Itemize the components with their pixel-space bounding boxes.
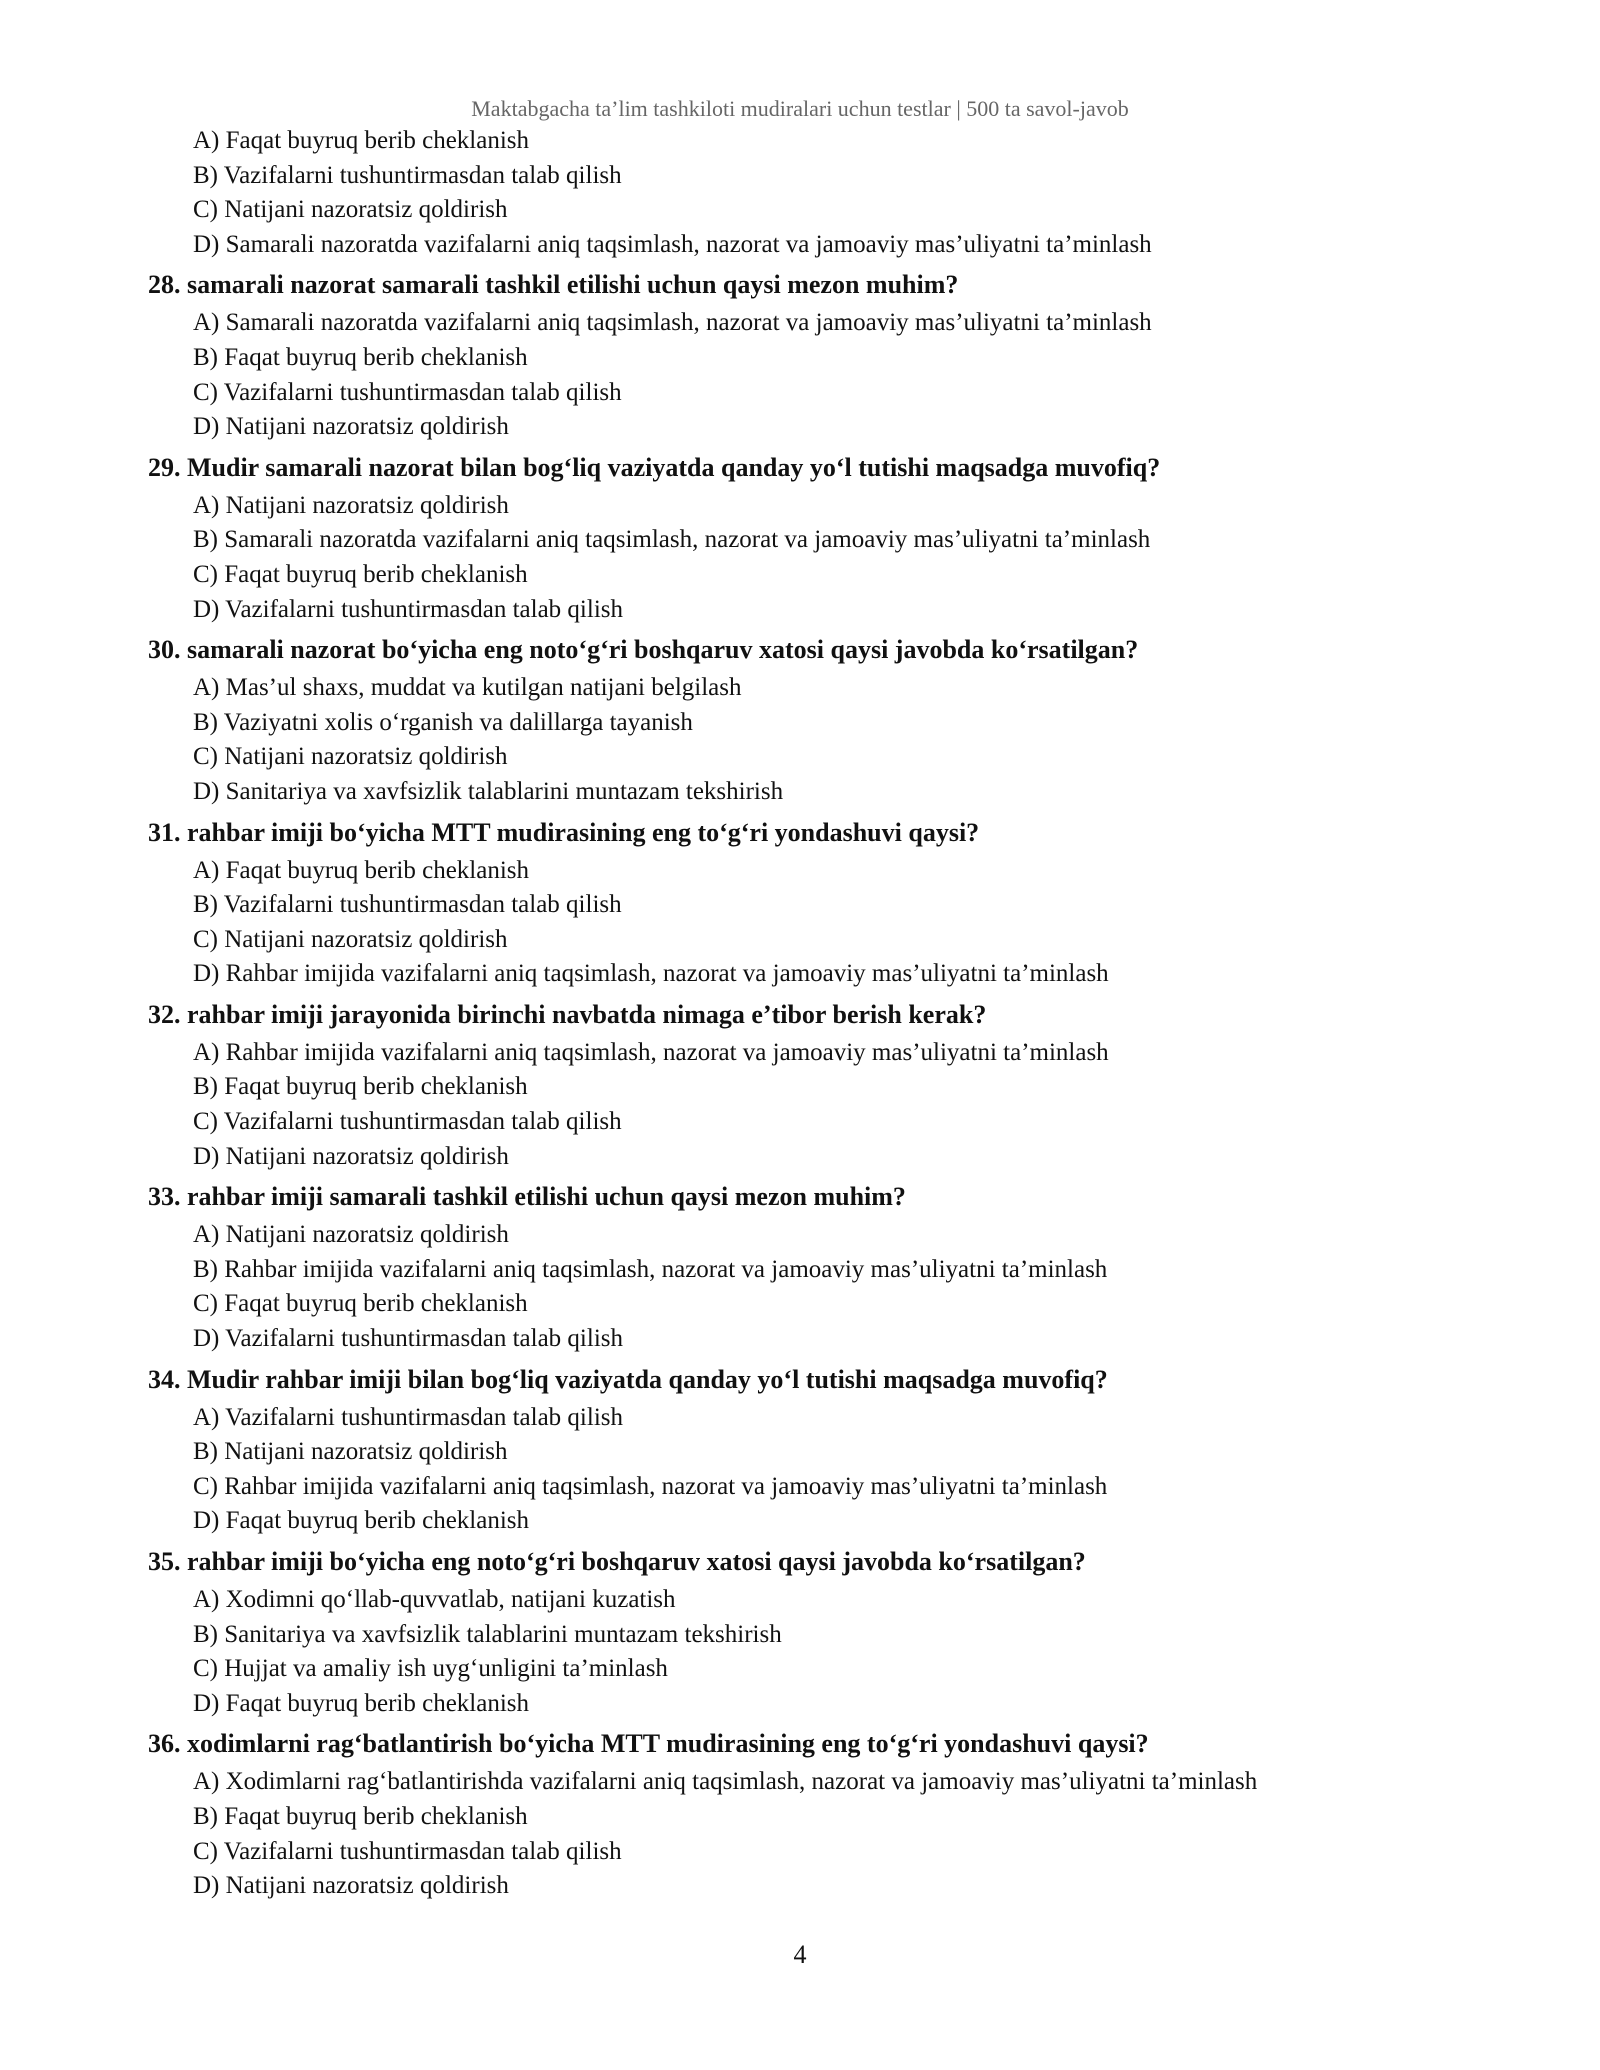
option-item: C) Faqat buyruq berib cheklanish <box>193 560 528 588</box>
option-item: B) Sanitariya va xavfsizlik talablarini muntazam tekshirish <box>193 1620 782 1648</box>
option-item: C) Hujjat va amaliy ish uyg‘unligini ta’minlash <box>193 1655 668 1683</box>
question-33 <box>148 1180 1478 1356</box>
question-title: 34. Mudir rahbar imiji bilan bog‘liq vaziyatda qanday yo‘l tutishi maqsadga muvofiq? <box>148 1364 1108 1394</box>
option-item: C) Natijani nazoratsiz qoldirish <box>193 196 508 224</box>
option-item: A) Faqat buyruq berib cheklanish <box>193 856 530 884</box>
question-36 <box>148 1727 1478 1903</box>
question-31 <box>148 816 1478 992</box>
option-item: C) Vazifalarni tushuntirmasdan talab qilish <box>193 378 622 406</box>
leading-options <box>148 124 1478 262</box>
question-options <box>148 671 1478 809</box>
running-header: Maktabgacha ta’lim tashkiloti mudiralari uchun testlar | 500 ta savol-javob <box>471 96 1129 121</box>
option-item: A) Natijani nazoratsiz qoldirish <box>193 491 509 519</box>
option-item: A) Samarali nazoratda vazifalarni aniq taqsimlash, nazorat va jamoaviy mas’uliyatni ta’minlash <box>193 309 1152 337</box>
question-title: 31. rahbar imiji bo‘yicha MTT mudirasining eng to‘g‘ri yondashuvi qaysi? <box>148 817 980 847</box>
question-options <box>148 489 1478 627</box>
question-title: 32. rahbar imiji jarayonida birinchi navbatda nimaga e’tibor berish kerak? <box>148 999 987 1029</box>
option-item: B) Faqat buyruq berib cheklanish <box>193 1802 528 1830</box>
option-item: D) Natijani nazoratsiz qoldirish <box>193 413 509 441</box>
question-title: 33. rahbar imiji samarali tashkil etilishi uchun qaysi mezon muhim? <box>148 1182 906 1212</box>
question-28 <box>148 268 1478 444</box>
question-34 <box>148 1363 1478 1539</box>
question-title: 28. samarali nazorat samarali tashkil etilishi uchun qaysi mezon muhim? <box>148 270 959 300</box>
question-29 <box>148 451 1478 627</box>
question-title: 36. xodimlarni rag‘batlantirish bo‘yicha MTT mudirasining eng to‘g‘ri yondashuvi qaysi? <box>148 1729 1149 1759</box>
option-item: D) Natijani nazoratsiz qoldirish <box>193 1872 509 1900</box>
question-options <box>148 306 1478 444</box>
option-item: A) Natijani nazoratsiz qoldirish <box>193 1221 509 1249</box>
option-item: A) Xodimni qo‘llab-quvvatlab, natijani kuzatish <box>193 1586 676 1613</box>
option-item: D) Faqat buyruq berib cheklanish <box>193 1507 530 1535</box>
question-options <box>148 1218 1478 1356</box>
question-title: 30. samarali nazorat bo‘yicha eng noto‘g‘ri boshqaruv xatosi qaysi javobda ko‘rsatilgan? <box>148 635 1139 665</box>
option-item: A) Mas’ul shaxs, muddat va kutilgan natijani belgilash <box>193 674 742 702</box>
option-item: C) Rahbar imijida vazifalarni aniq taqsimlash, nazorat va jamoaviy mas’uliyatni ta’minlash <box>193 1472 1108 1500</box>
option-item: C) Faqat buyruq berib cheklanish <box>193 1290 528 1318</box>
question-options <box>148 1036 1478 1174</box>
option-item: C) Natijani nazoratsiz qoldirish <box>193 743 508 771</box>
option-item: D) Rahbar imijida vazifalarni aniq taqsimlash, nazorat va jamoaviy mas’uliyatni ta’minlash <box>193 960 1109 988</box>
option-item: C) Vazifalarni tushuntirmasdan talab qilish <box>193 1837 622 1865</box>
option-item: D) Samarali nazoratda vazifalarni aniq taqsimlash, nazorat va jamoaviy mas’uliyatni ta’minlash <box>193 230 1152 258</box>
option-item: D) Natijani nazoratsiz qoldirish <box>193 1142 509 1170</box>
option-item: A) Faqat buyruq berib cheklanish <box>193 127 530 154</box>
option-item: B) Samarali nazoratda vazifalarni aniq taqsimlash, nazorat va jamoaviy mas’uliyatni ta’minlash <box>193 526 1151 554</box>
option-item: B) Faqat buyruq berib cheklanish <box>193 343 528 371</box>
option-item: B) Vazifalarni tushuntirmasdan talab qilish <box>193 161 622 189</box>
option-item: D) Sanitariya va xavfsizlik talablarini muntazam tekshirish <box>193 777 784 805</box>
question-options <box>148 1765 1478 1903</box>
option-item: D) Faqat buyruq berib cheklanish <box>193 1689 530 1717</box>
page-content <box>148 124 1478 1904</box>
question-title: 35. rahbar imiji bo‘yicha eng noto‘g‘ri boshqaruv xatosi qaysi javobda ko‘rsatilgan? <box>148 1547 1086 1576</box>
option-item: B) Faqat buyruq berib cheklanish <box>193 1073 528 1101</box>
option-item: B) Natijani nazoratsiz qoldirish <box>193 1438 508 1466</box>
option-item: C) Natijani nazoratsiz qoldirish <box>193 925 508 953</box>
question-32 <box>148 998 1478 1174</box>
option-item: B) Vazifalarni tushuntirmasdan talab qilish <box>193 891 622 919</box>
question-30 <box>148 633 1478 809</box>
option-item: B) Rahbar imijida vazifalarni aniq taqsimlash, nazorat va jamoaviy mas’uliyatni ta’minlash <box>193 1255 1108 1283</box>
option-item: B) Vaziyatni xolis o‘rganish va dalillarga tayanish <box>193 708 693 736</box>
option-item: D) Vazifalarni tushuntirmasdan talab qilish <box>193 1325 623 1353</box>
option-item: A) Rahbar imijida vazifalarni aniq taqsimlash, nazorat va jamoaviy mas’uliyatni ta’minlash <box>193 1038 1109 1066</box>
question-options <box>148 1583 1478 1721</box>
option-item: C) Vazifalarni tushuntirmasdan talab qilish <box>193 1108 622 1136</box>
option-item: A) Xodimlarni rag‘batlantirishda vazifalarni aniq taqsimlash, nazorat va jamoaviy mas’uliyatni ta’minlash <box>193 1768 1258 1796</box>
option-item: D) Vazifalarni tushuntirmasdan talab qilish <box>193 595 623 623</box>
question-options <box>148 1401 1478 1539</box>
question-title: 29. Mudir samarali nazorat bilan bog‘liq vaziyatda qanday yo‘l tutishi maqsadga muvofiq? <box>148 452 1161 482</box>
question-35 <box>148 1545 1478 1721</box>
option-item: A) Vazifalarni tushuntirmasdan talab qilish <box>193 1403 623 1431</box>
page-number: 4 <box>793 1940 807 1969</box>
question-options <box>148 854 1478 992</box>
